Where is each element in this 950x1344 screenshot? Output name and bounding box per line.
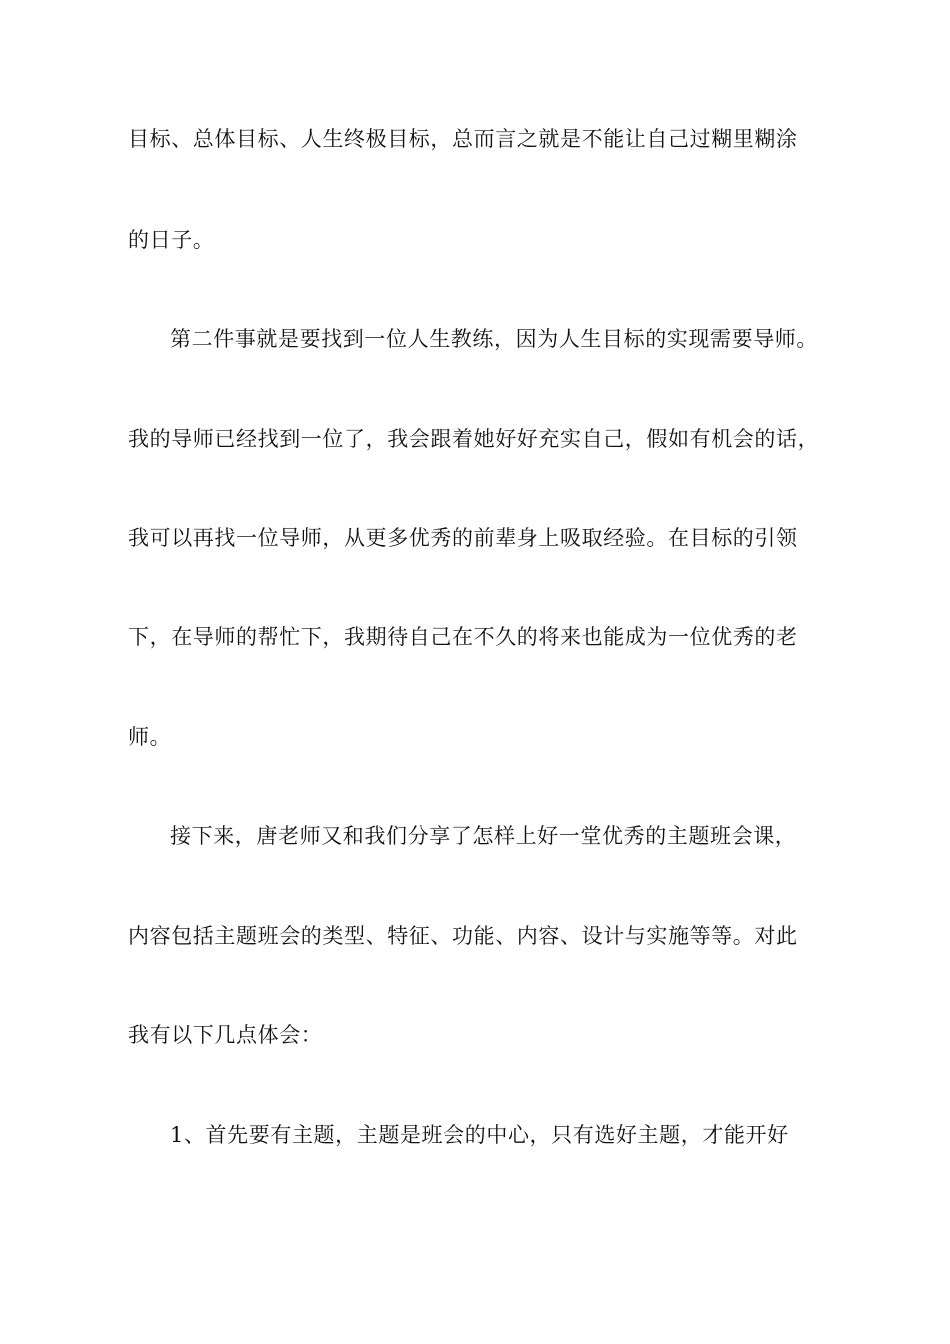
- text-line-4: 我的导师已经找到一位了，我会跟着她好好充实自己，假如有机会的话，: [128, 427, 820, 451]
- text-line-2: 的日子。: [128, 228, 215, 252]
- text-line-3: 第二件事就是要找到一位人生教练，因为人生目标的实现需要导师。: [170, 327, 818, 351]
- text-line-11: 1、首先要有主题，主题是班会的中心，只有选好主题，才能开好: [170, 1123, 789, 1147]
- text-line-5: 我可以再找一位导师，从更多优秀的前辈身上吸取经验。在目标的引领: [128, 526, 798, 550]
- text-line-8: 接下来，唐老师又和我们分享了怎样上好一堂优秀的主题班会课，: [170, 824, 797, 848]
- text-line-1: 目标、总体目标、人生终极目标，总而言之就是不能让自己过糊里糊涂: [128, 127, 798, 151]
- text-line-6: 下，在导师的帮忙下，我期待自己在不久的将来也能成为一位优秀的老: [128, 625, 798, 649]
- text-line-7: 师。: [128, 725, 172, 749]
- text-line-9: 内容包括主题班会的类型、特征、功能、内容、设计与实施等等。对此: [128, 924, 798, 948]
- text-line-10: 我有以下几点体会：: [128, 1023, 323, 1047]
